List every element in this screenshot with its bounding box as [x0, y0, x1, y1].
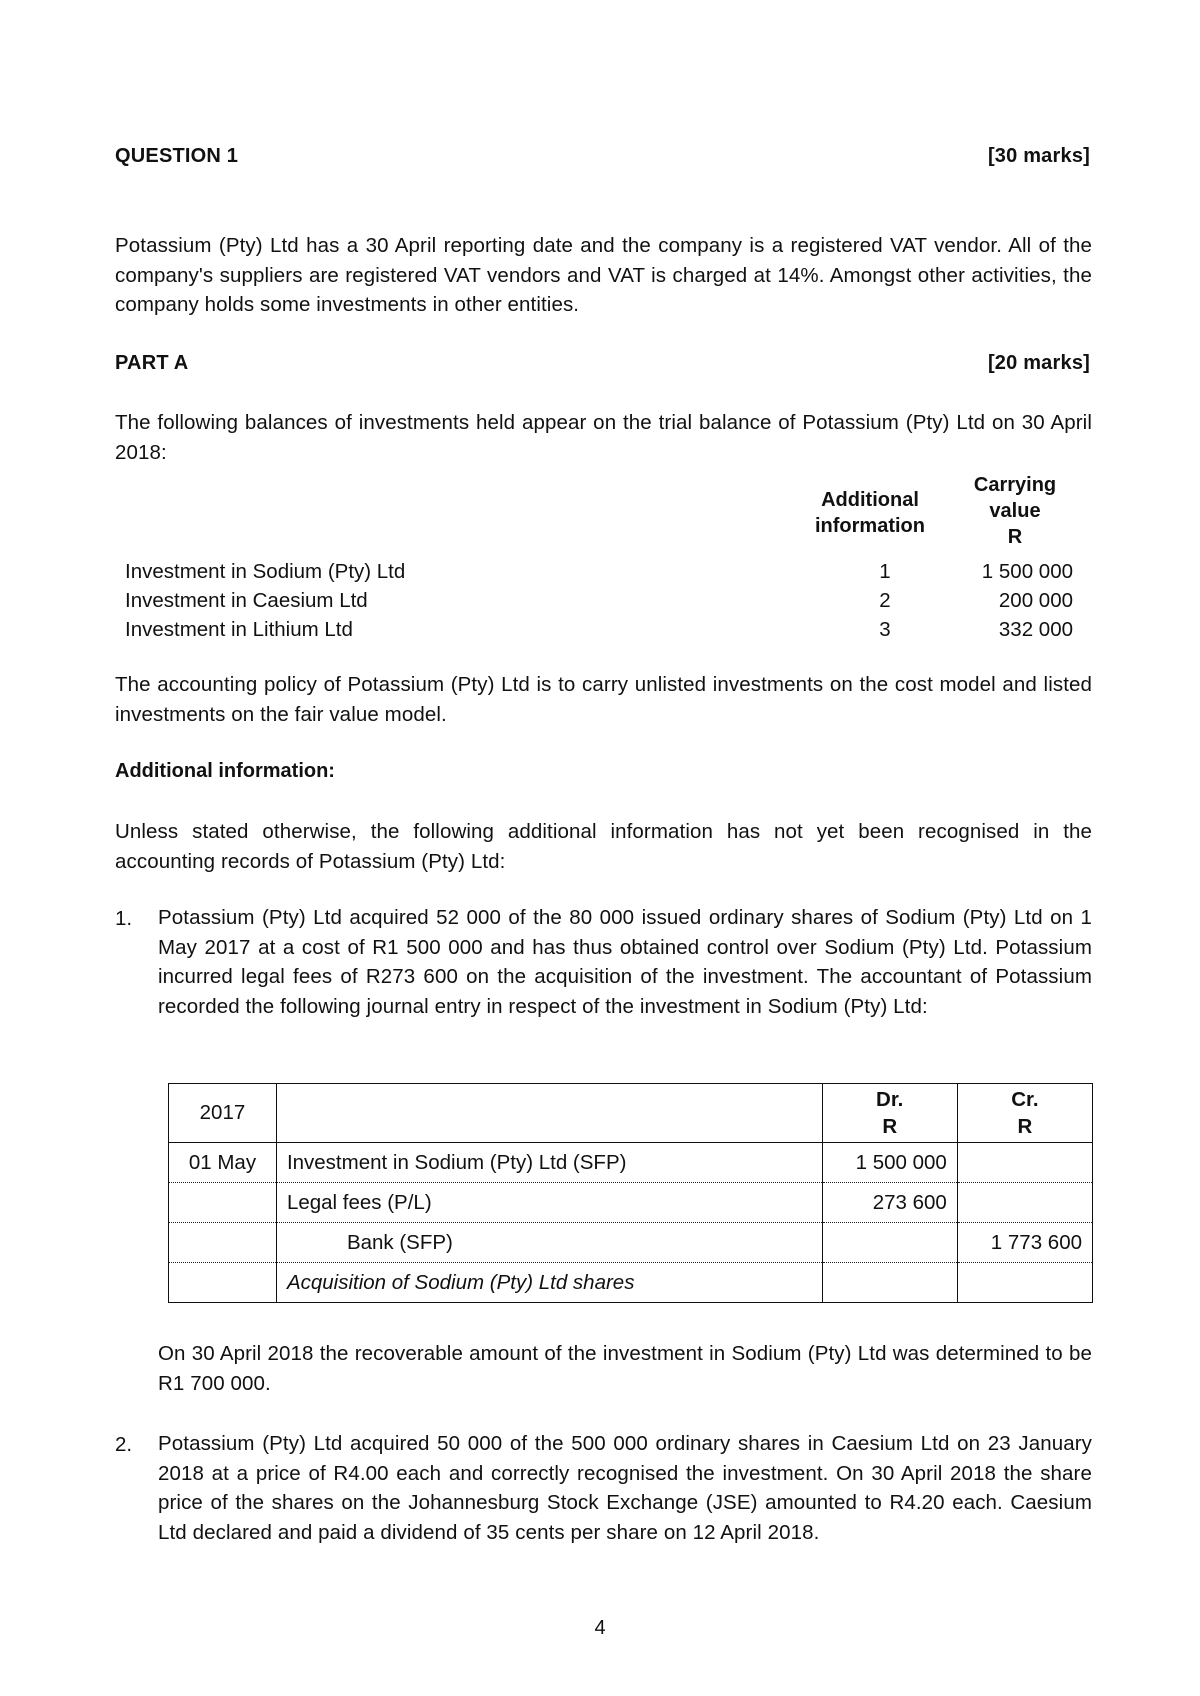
item-text: Potassium (Pty) Ltd acquired 50 000 of the 500 000 ordinary shares in Caesium Ltd on 23 January 2018 at a price of R4.00 each and correctly recognised the investment. On 30 April 2018 the share price of the shares on the Johannesburg Stock Exchange (JSE) amounted to R4.20 each. Caesium Ltd declared and paid a dividend of 35 cents per share on 12 April 2018.	[158, 1432, 1092, 1544]
header-info-line-2: information	[815, 515, 925, 537]
journal-date	[169, 1223, 277, 1263]
question-marks: [30 marks]	[987, 145, 1090, 167]
part-a-heading	[115, 352, 1090, 375]
journal-desc: Investment in Sodium (Pty) Ltd (SFP)	[276, 1143, 822, 1183]
cr-unit: R	[1017, 1115, 1033, 1138]
investment-value: 1 500 000	[981, 560, 1073, 583]
item-number: 1.	[115, 907, 133, 930]
journal-row	[169, 1183, 1093, 1223]
part-a-title: PART A	[115, 352, 189, 374]
investment-name: Investment in Caesium Ltd	[125, 589, 368, 612]
journal-dr: 1 500 000	[822, 1143, 957, 1183]
investment-row	[125, 618, 1075, 647]
journal-dr	[822, 1223, 957, 1263]
journal-date: 01 May	[169, 1143, 277, 1183]
policy-paragraph: The accounting policy of Potassium (Pty) Ltd is to carry unlisted investments on the cost model and listed investments on the fair value model.	[115, 673, 1092, 726]
page-number: 4	[594, 1617, 606, 1639]
header-additional-information	[800, 487, 940, 539]
balances-intro: The following balances of investments held appear on the trial balance of Potassium (Pty) Ltd on 30 April 2018:	[115, 411, 1092, 464]
investment-value: 200 000	[998, 589, 1073, 612]
journal-date	[169, 1263, 277, 1303]
journal-narration: Acquisition of Sodium (Pty) Ltd shares	[276, 1263, 822, 1303]
investment-name: Investment in Sodium (Pty) Ltd	[125, 560, 406, 583]
journal-desc: Legal fees (P/L)	[276, 1183, 822, 1223]
header-value-line-1: Carrying	[973, 474, 1057, 496]
journal-desc-header	[276, 1084, 822, 1143]
journal-entry-table	[168, 1083, 1093, 1303]
intro-paragraph: Potassium (Pty) Ltd has a 30 April reporting date and the company is a registered VAT vendor. All of the company's suppliers are registered VAT vendors and VAT is charged at 14%. Amongst other activities, the company holds some investments in other entities.	[115, 234, 1092, 316]
cr-label: Cr.	[1011, 1088, 1039, 1111]
journal-desc: Bank (SFP)	[276, 1223, 822, 1263]
item-text: Potassium (Pty) Ltd acquired 52 000 of the 80 000 issued ordinary shares of Sodium (Pty) Ltd on 1 May 2017 at a cost of R1 500 000 and has thus obtained control over Sodium (Pty) Ltd. Potassium incurred legal fees of R273 600 on the acquisition of the investment. The accountant of Potassium recorded the following journal entry in respect of the investment in Sodium (Pty) Ltd:	[158, 906, 1092, 1018]
investment-info: 3	[879, 618, 891, 641]
header-carrying-value	[960, 472, 1070, 550]
journal-row	[169, 1143, 1093, 1183]
additional-information-heading: Additional information:	[115, 760, 335, 782]
investment-row	[125, 560, 1075, 589]
journal-date	[169, 1183, 277, 1223]
investment-info: 1	[879, 560, 891, 583]
investment-name: Investment in Lithium Ltd	[125, 618, 353, 641]
dr-unit: R	[882, 1115, 898, 1138]
journal-header-row	[169, 1084, 1093, 1143]
journal-cr	[957, 1143, 1092, 1183]
journal-row	[169, 1223, 1093, 1263]
journal-cr	[957, 1183, 1092, 1223]
recoverable-amount-paragraph: On 30 April 2018 the recoverable amount of the investment in Sodium (Pty) Ltd was determined to be R1 700 000.	[158, 1342, 1092, 1395]
journal-dr: 273 600	[822, 1183, 957, 1223]
question-title: QUESTION 1	[115, 145, 239, 167]
investment-info: 2	[879, 589, 891, 612]
journal-cr	[957, 1263, 1092, 1303]
journal-cr: 1 773 600	[957, 1223, 1092, 1263]
header-value-line-3: R	[1007, 526, 1023, 548]
question-heading	[115, 145, 1090, 168]
investment-row	[125, 589, 1075, 618]
journal-dr	[822, 1263, 957, 1303]
dr-label: Dr.	[876, 1088, 904, 1111]
journal-dr-header	[822, 1084, 957, 1143]
investment-value: 332 000	[998, 618, 1073, 641]
unless-paragraph: Unless stated otherwise, the following additional information has not yet been recognised in the accounting records of Potassium (Pty) Ltd:	[115, 820, 1092, 873]
journal-row	[169, 1263, 1093, 1303]
journal-cr-header	[957, 1084, 1092, 1143]
header-value-line-2: value	[989, 500, 1041, 522]
item-number: 2.	[115, 1433, 133, 1456]
journal-year: 2017	[169, 1084, 277, 1143]
header-info-line-1: Additional	[821, 489, 919, 511]
part-a-marks: [20 marks]	[987, 352, 1090, 374]
